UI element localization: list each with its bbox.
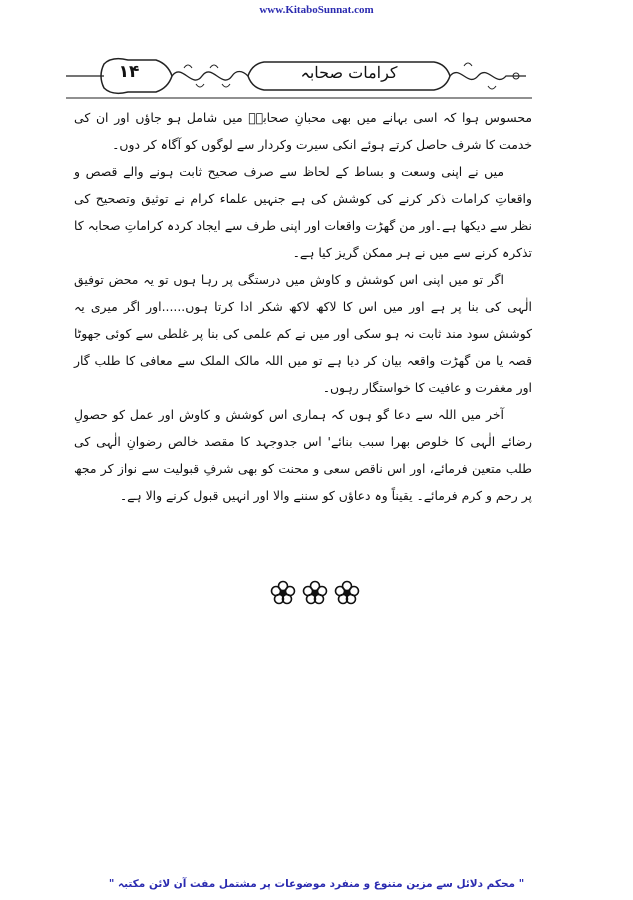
section-end-ornament bbox=[270, 580, 360, 606]
running-title: کرامات صحابہ bbox=[300, 63, 398, 82]
body-text bbox=[74, 104, 532, 509]
paragraph: میں نے اپنی وسعت و بساط کے لحاظ سے صرف صحیح ثابت ہونے والے قصص و واقعاتِ کرامات ذکر کرنے کی کوشش کی ہے جنہیں علماء کرام نے توثیق وتصحیح کی نظر سے دیکھا ہے۔اور من گھڑت واقعات اور اپنی طرف سے ایجاد کردہ کراماتِ صحابہ کا تذکرہ کرنے سے میں نے ہر ممکن گریز کیا ہے۔ bbox=[74, 164, 532, 260]
flower-icon bbox=[334, 580, 360, 606]
flower-icon bbox=[302, 580, 328, 606]
page-header bbox=[64, 52, 534, 100]
page-number: ۱۴ bbox=[118, 62, 140, 82]
paragraph: محسوس ہوا کہ اسی بہانے میں بھی محبانِ صحابہؓ میں شامل ہو جاؤں اور ان کی خدمت کا شرف حاصل کرتے ہوئے انکی سیرت وکردار سے لوگوں کو آگاہ کر دوں۔ bbox=[74, 110, 532, 152]
flower-icon bbox=[270, 580, 296, 606]
paragraph: اگر تو میں اپنی اس کوشش و کاوش میں درستگی پر رہا ہوں تو یہ محض توفیق الٰہی کی بنا پر ہے اور میں اس کا لاکھ لاکھ شکر ادا کرتا ہوں......اور اگر میری یہ کوشش سود مند ثابت نہ ہو سکی اور میں نے کم علمی کی بنا پر غلطی سے کوئی جھوٹا قصہ یا من گھڑت واقعہ بیان کر دیا ہے تو میں اللہ مالک الملک سے معافی کا طلب گار اور مغفرت و عافیت کا خواستگار رہوں۔ bbox=[74, 272, 532, 395]
footer-note: " محکم دلائل سے مزین متنوع و منفرد موضوعات پر مشتمل مفت آن لائن مکتبہ " bbox=[108, 878, 525, 890]
paragraph: آخر میں اللہ سے دعا گو ہوں کہ ہماری اس کوشش و کاوش اور عمل کو حصولِ رضائے الٰہی کا خلوص بھرا سبب بنائے' اس جدوجہد کا مقصد خالص رضوانِ الٰہی کی طلب متعین فرمائے، اور اس ناقص سعی و محنت کو بھی شرفِ قبولیت سے نواز کر مجھ پر رحم و کرم فرمائے۔ یقیناً وہ دعاؤں کو سننے والا اور انہیں قبول کرنے والا ہے۔ bbox=[74, 407, 532, 503]
site-url[interactable]: www.KitaboSunnat.com bbox=[259, 4, 374, 16]
